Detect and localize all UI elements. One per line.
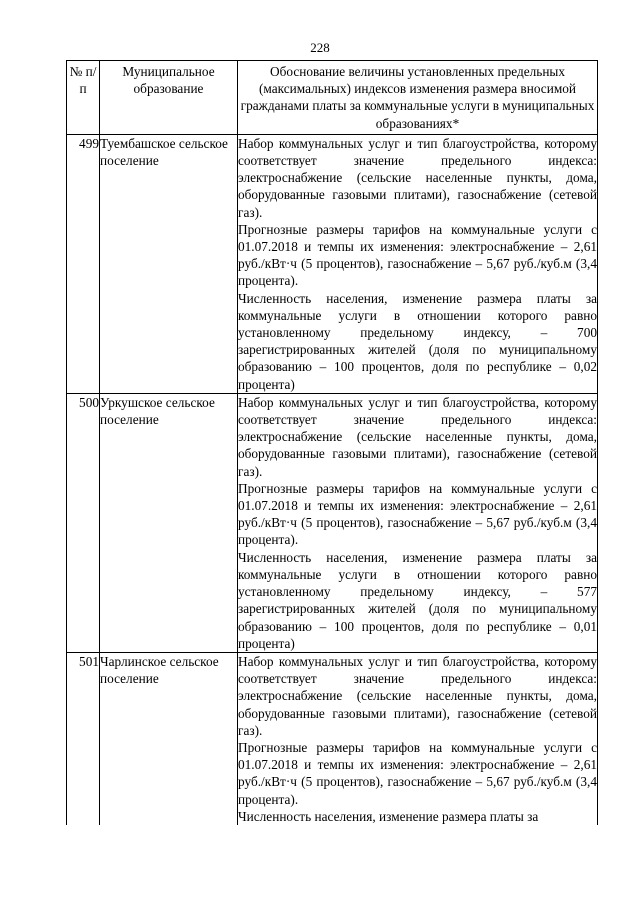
header-justification: Обоснование величины установленных предельных (максимальных) индексов изменения размера вносимой гражданами платы за коммунальные услуги в муниципальных образованиях* bbox=[240, 64, 595, 131]
page-number: 228 bbox=[310, 40, 330, 55]
paragraph-population: Численность населения, изменение размера платы за bbox=[238, 808, 539, 824]
paragraph-service-set: Набор коммунальных услуг и тип благоустройства, которому соответствует значение предельного индекса: электроснабжение (сельские населенные пункты, дома, оборудованные газовыми плитами), газоснабжение (сетевой газ). bbox=[238, 135, 597, 220]
row-municipality: Туембашское сельское поселение bbox=[100, 134, 238, 393]
row-justification bbox=[238, 652, 598, 825]
header-justification-cell bbox=[238, 61, 598, 135]
table-row bbox=[67, 652, 598, 825]
row-justification bbox=[238, 134, 598, 393]
header-municipality: Муниципальное образование bbox=[122, 64, 215, 97]
paragraph-tariffs: Прогнозные размеры тарифов на коммунальные услуги с 01.07.2018 и темпы их изменения: электроснабжение – 2,61 руб./кВт·ч (5 процентов), газоснабжение – 5,67 руб./куб.м (3,4 процента). bbox=[238, 221, 597, 289]
header-num: № п/п bbox=[69, 64, 97, 97]
table-header-row bbox=[67, 61, 598, 135]
table-row bbox=[67, 393, 598, 652]
row-number: 499 bbox=[67, 134, 100, 393]
paragraph-service-set: Набор коммунальных услуг и тип благоустройства, которому соответствует значение предельного индекса: электроснабжение (сельские населенные пункты, дома, оборудованные газовыми плитами), газоснабжение (сетевой газ). bbox=[238, 653, 597, 738]
index-table bbox=[66, 60, 598, 825]
row-municipality: Чарлинское сельское поселение bbox=[100, 652, 238, 825]
table-row bbox=[67, 134, 598, 393]
paragraph-tariffs: Прогнозные размеры тарифов на коммунальные услуги с 01.07.2018 и темпы их изменения: электроснабжение – 2,61 руб./кВт·ч (5 процентов), газоснабжение – 5,67 руб./куб.м (3,4 процента). bbox=[238, 480, 597, 548]
paragraph-population: Численность населения, изменение размера платы за коммунальные услуги в отношении которого равно установленному предельному индексу, – 577 зарегистрированных жителей (доля по муниципальному образованию – 100 процентов, доля по республике – 0,01 процента) bbox=[238, 549, 597, 651]
header-num-cell bbox=[67, 61, 100, 135]
row-justification bbox=[238, 393, 598, 652]
row-number: 501 bbox=[67, 652, 100, 825]
row-municipality: Уркушское сельское поселение bbox=[100, 393, 238, 652]
paragraph-tariffs: Прогнозные размеры тарифов на коммунальные услуги с 01.07.2018 и темпы их изменения: электроснабжение – 2,61 руб./кВт·ч (5 процентов), газоснабжение – 5,67 руб./куб.м (3,4 процента). bbox=[238, 739, 597, 807]
row-number: 500 bbox=[67, 393, 100, 652]
paragraph-population: Численность населения, изменение размера платы за коммунальные услуги в отношении которого равно установленному предельному индексу, – 700 зарегистрированных жителей (доля по муниципальному образованию – 100 процентов, доля по республике – 0,02 процента) bbox=[238, 290, 597, 392]
paragraph-service-set: Набор коммунальных услуг и тип благоустройства, которому соответствует значение предельного индекса: электроснабжение (сельские населенные пункты, дома, оборудованные газовыми плитами), газоснабжение (сетевой газ). bbox=[238, 394, 597, 479]
header-municipality-cell bbox=[100, 61, 238, 135]
